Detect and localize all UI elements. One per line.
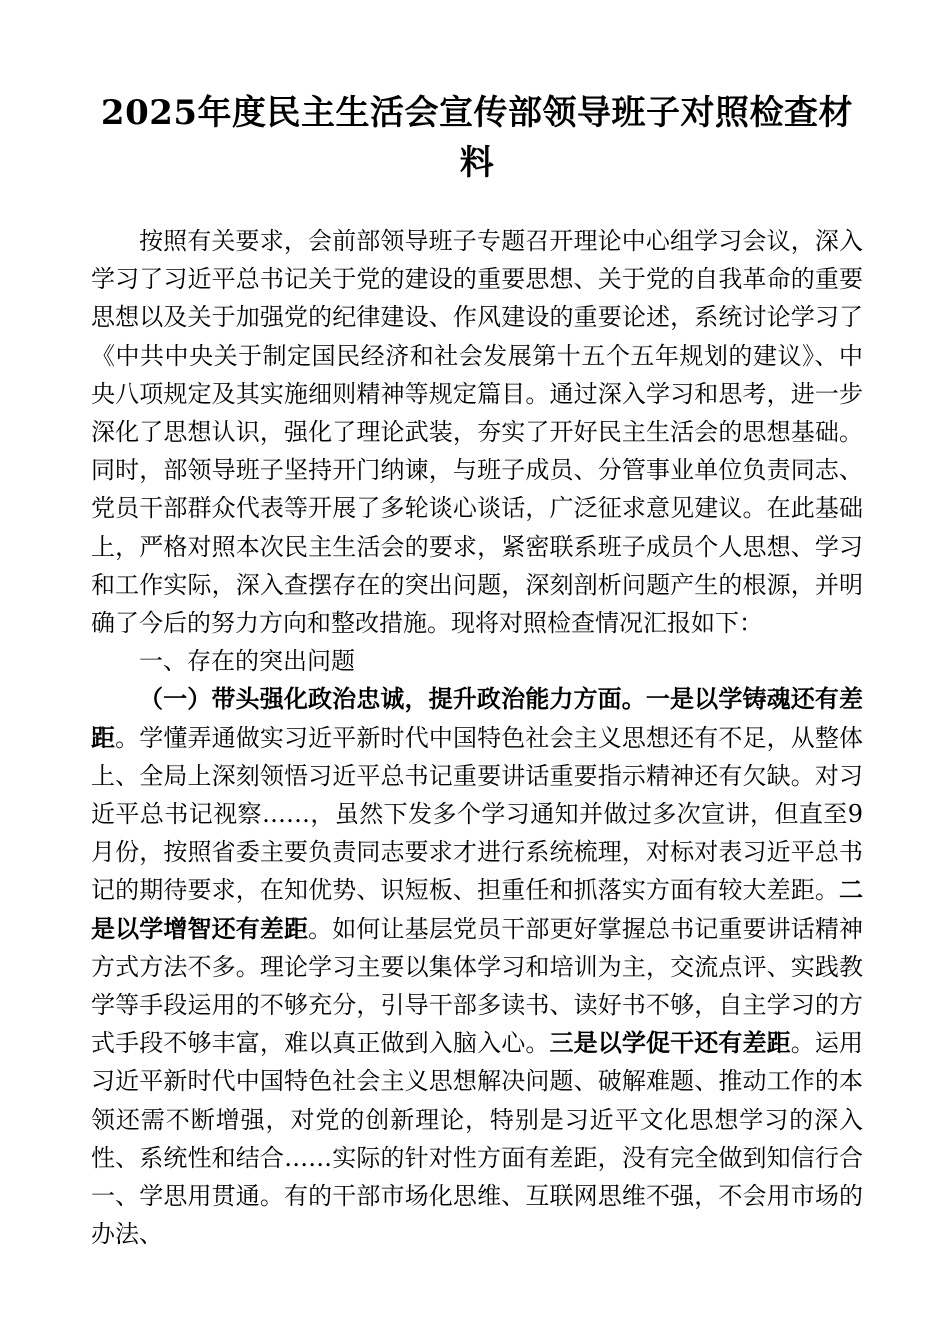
document-body bbox=[91, 222, 863, 1253]
section-heading-problems: 一、存在的突出问题 bbox=[139, 647, 355, 676]
point-3-label: 三是以学促干还有差距 bbox=[549, 1028, 791, 1058]
point-1-label: 一是以学铸魂还有差距 bbox=[91, 684, 864, 752]
intro-paragraph: 按照有关要求，会前部领导班子专题召开理论中心组学习会议，深入学习了习近平总书记关于党的建设的重要思想、关于党的自我革命的重要思想以及关于加强党的纪律建设、作风建设的重要论述，系统讨论学习了《中共中央关于制定国民经济和社会发展第十五个五年规划的建议》、中央八项规定及其实施细则精神等规定篇目。通过深入学习和思考，进一步深化了思想认识，强化了理论武装，夯实了开好民主生活会的思想基础。同时，部领导班子坚持开门纳谏，与班子成员、分管事业单位负责同志、党员干部群众代表等开展了多轮谈心谈话，广泛征求意见建议。在此基础上，严格对照本次民主生活会的要求，紧密联系班子成员个人思想、学习和工作实际，深入查摆存在的突出问题，深刻剖析问题产生的根源，并明确了今后的努力方向和整改措施。现将对照检查情况汇报如下： bbox=[91, 227, 863, 638]
point-1-text: 。学懂弄通做实习近平新时代中国特色社会主义思想还有不足，从整体上、全局上深刻领悟习近平总书记重要讲话重要指示精神还有欠缺。对习近平总书记视察……，虽然下发多个学习通知并做过多次宣讲，但直至9月份，按照省委主要负责同志要求才进行系统梳理，对标对表习近平总书记的期待要求，在知优势、识短板、担重任和抓落实方面有较大差距。 bbox=[91, 723, 864, 905]
subsection-label: （一）带头强化政治忠诚，提升政治能力方面。 bbox=[139, 684, 646, 714]
point-2-label: 二是以学增智还有差距 bbox=[91, 875, 863, 943]
subsection-paragraph-political-loyalty bbox=[91, 680, 863, 1253]
point-3-text: 。运用习近平新时代中国特色社会主义思想解决问题、破解难题、推动工作的本领还需不断增强，对党的创新理论，特别是习近平文化思想学习的深入性、系统性和结合……实际的针对性方面有差距，没有完全做到知信行合一、学思用贯通。有的干部市场化思维、互联网思维不强，不会用市场的办法、 bbox=[91, 1029, 864, 1249]
document-title: 2025年度民主生活会宣传部领导班子对照检查材料 bbox=[100, 93, 854, 183]
point-2-text: 。如何让基层党员干部更好掌握总书记重要讲话精神方式方法不多。理论学习主要以集体学习和培训为主，交流点评、实践教学等手段运用的不够充分，引导干部多读书、读好书不够，自主学习的方式手段不够丰富，难以真正做到入脑入心。 bbox=[91, 914, 864, 1058]
